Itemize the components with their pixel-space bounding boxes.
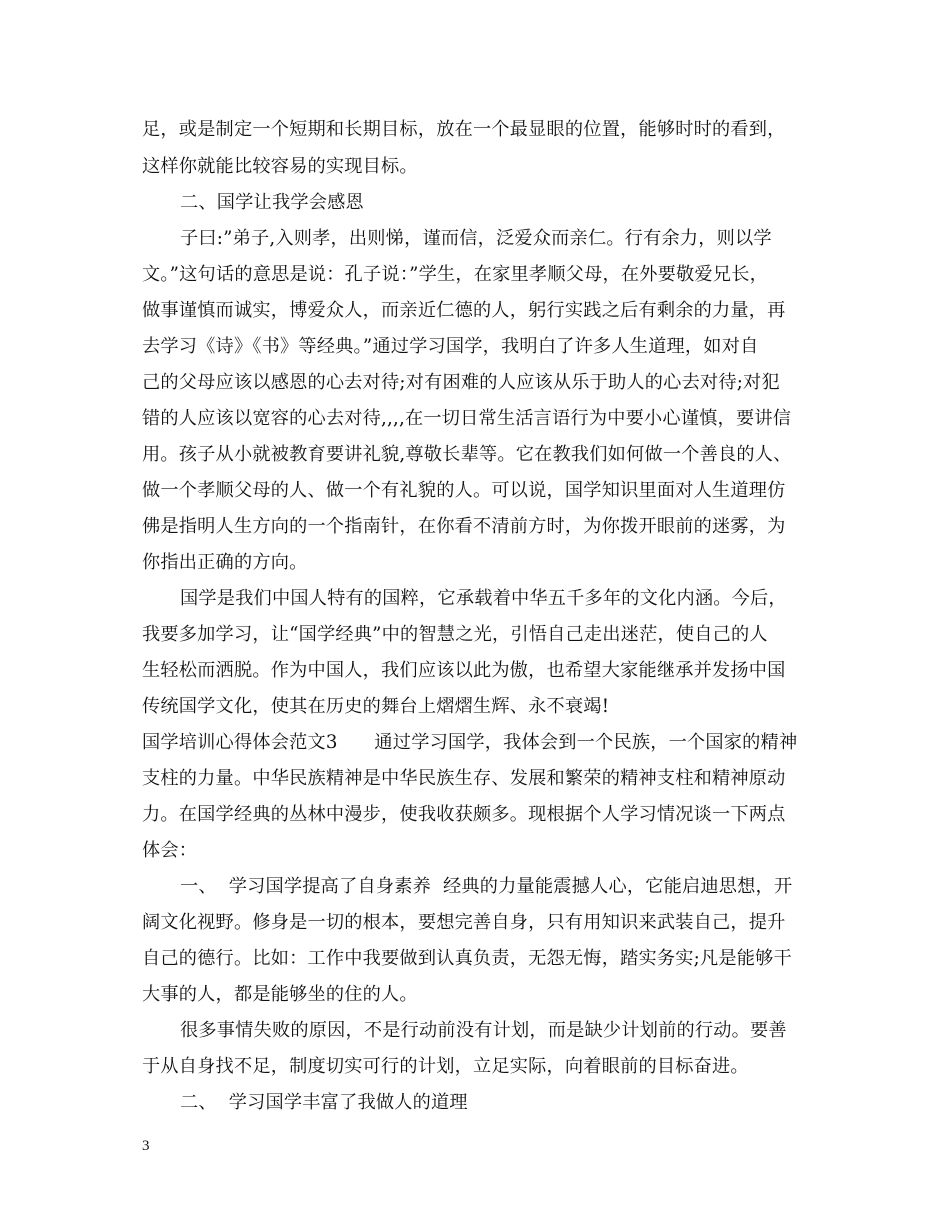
text-line: 做一个孝顺父母的人、做一个有礼貌的人。可以说，国学知识里面对人生道理仿 [142,480,786,501]
section-heading: 二、 学习国学丰富了我做人的道理 [180,1092,468,1113]
text-line: 生轻松而洒脱。作为中国人，我们应该以此为傲，也希望大家能继承并发扬中国 [142,660,786,681]
text-line: 用。孩子从小就被教育要讲礼貌,尊敬长辈等。它在教我们如何做一个善良的人、 [142,444,792,465]
text-line: 你指出正确的方向。 [142,552,308,573]
text-line: 我要多加学习，让“国学经典”中的智慧之光，引悟自己走出迷茫，使自己的人 [142,624,768,645]
text-line: 很多事情失败的原因，不是行动前没有计划，而是缺少计划前的行动。要善 [180,1020,787,1041]
text-line: 国学是我们中国人特有的国粹，它承载着中华五千多年的文化内涵。今后， [180,588,787,609]
text-line: 于从自身找不足，制度切实可行的计划，立足实际，向着眼前的目标奋进。 [142,1056,749,1077]
text-line: 自己的德行。比如：工作中我要做到认真负责，无怨无悔，踏实务实;凡是能够干 [142,948,792,969]
text-line: 佛是指明人生方向的一个指南针，在你看不清前方时，为你拨开眼前的迷雾，为 [142,516,786,537]
text-line: 支柱的力量。中华民族精神是中华民族生存、发展和繁荣的精神支柱和精神原动 [142,768,786,789]
text-line: 做事谨慎而诚实，博爱众人，而亲近仁德的人，躬行实践之后有剩余的力量，再 [142,300,786,321]
text-line: 子曰:”弟子,入则孝，出则悌，谨而信，泛爱众而亲仁。行有余力，则以学 [180,228,772,249]
text-line: 错的人应该以宽容的心去对待,,,,在一切日常生活言语行为中要小心谨慎，要讲信 [142,408,792,429]
text-line: 这样你就能比较容易的实现目标。 [142,156,418,177]
text-line: 阔文化视野。修身是一切的根本，要想完善自身，只有用知识来武装自己，提升 [142,912,786,933]
text-line: 去学习《诗》《书》等经典。”通过学习国学，我明白了许多人生道理，如对自 [142,336,759,357]
text-line: 力。在国学经典的丛林中漫步，使我收获颇多。现根据个人学习情况谈一下两点 [142,804,786,825]
section-title: 国学培训心得体会范文3 通过学习国学，我体会到一个民族，一个国家的精神 [142,732,798,753]
text-line: 文。”这句话的意思是说：孔子说：”学生，在家里孝顺父母，在外要敬爱兄长， [142,264,768,285]
text-line: 足，或是制定一个短期和长期目标，放在一个最显眼的位置，能够时时的看到， [142,119,786,140]
page-number: 3 [142,1138,150,1154]
section-heading: 二、国学让我学会感恩 [180,192,364,213]
text-line: 体会： [142,840,198,861]
text-line: 一、 学习国学提高了自身素养 经典的力量能震撼人心，它能启迪思想，开 [180,876,793,897]
text-line: 传统国学文化，使其在历史的舞台上熠熠生辉、永不衰竭! [142,696,610,717]
text-line: 大事的人，都是能够坐的住的人。 [142,984,418,1005]
text-line: 己的父母应该以感恩的心去对待;对有困难的人应该从乐于助人的心去对待;对犯 [142,372,780,393]
